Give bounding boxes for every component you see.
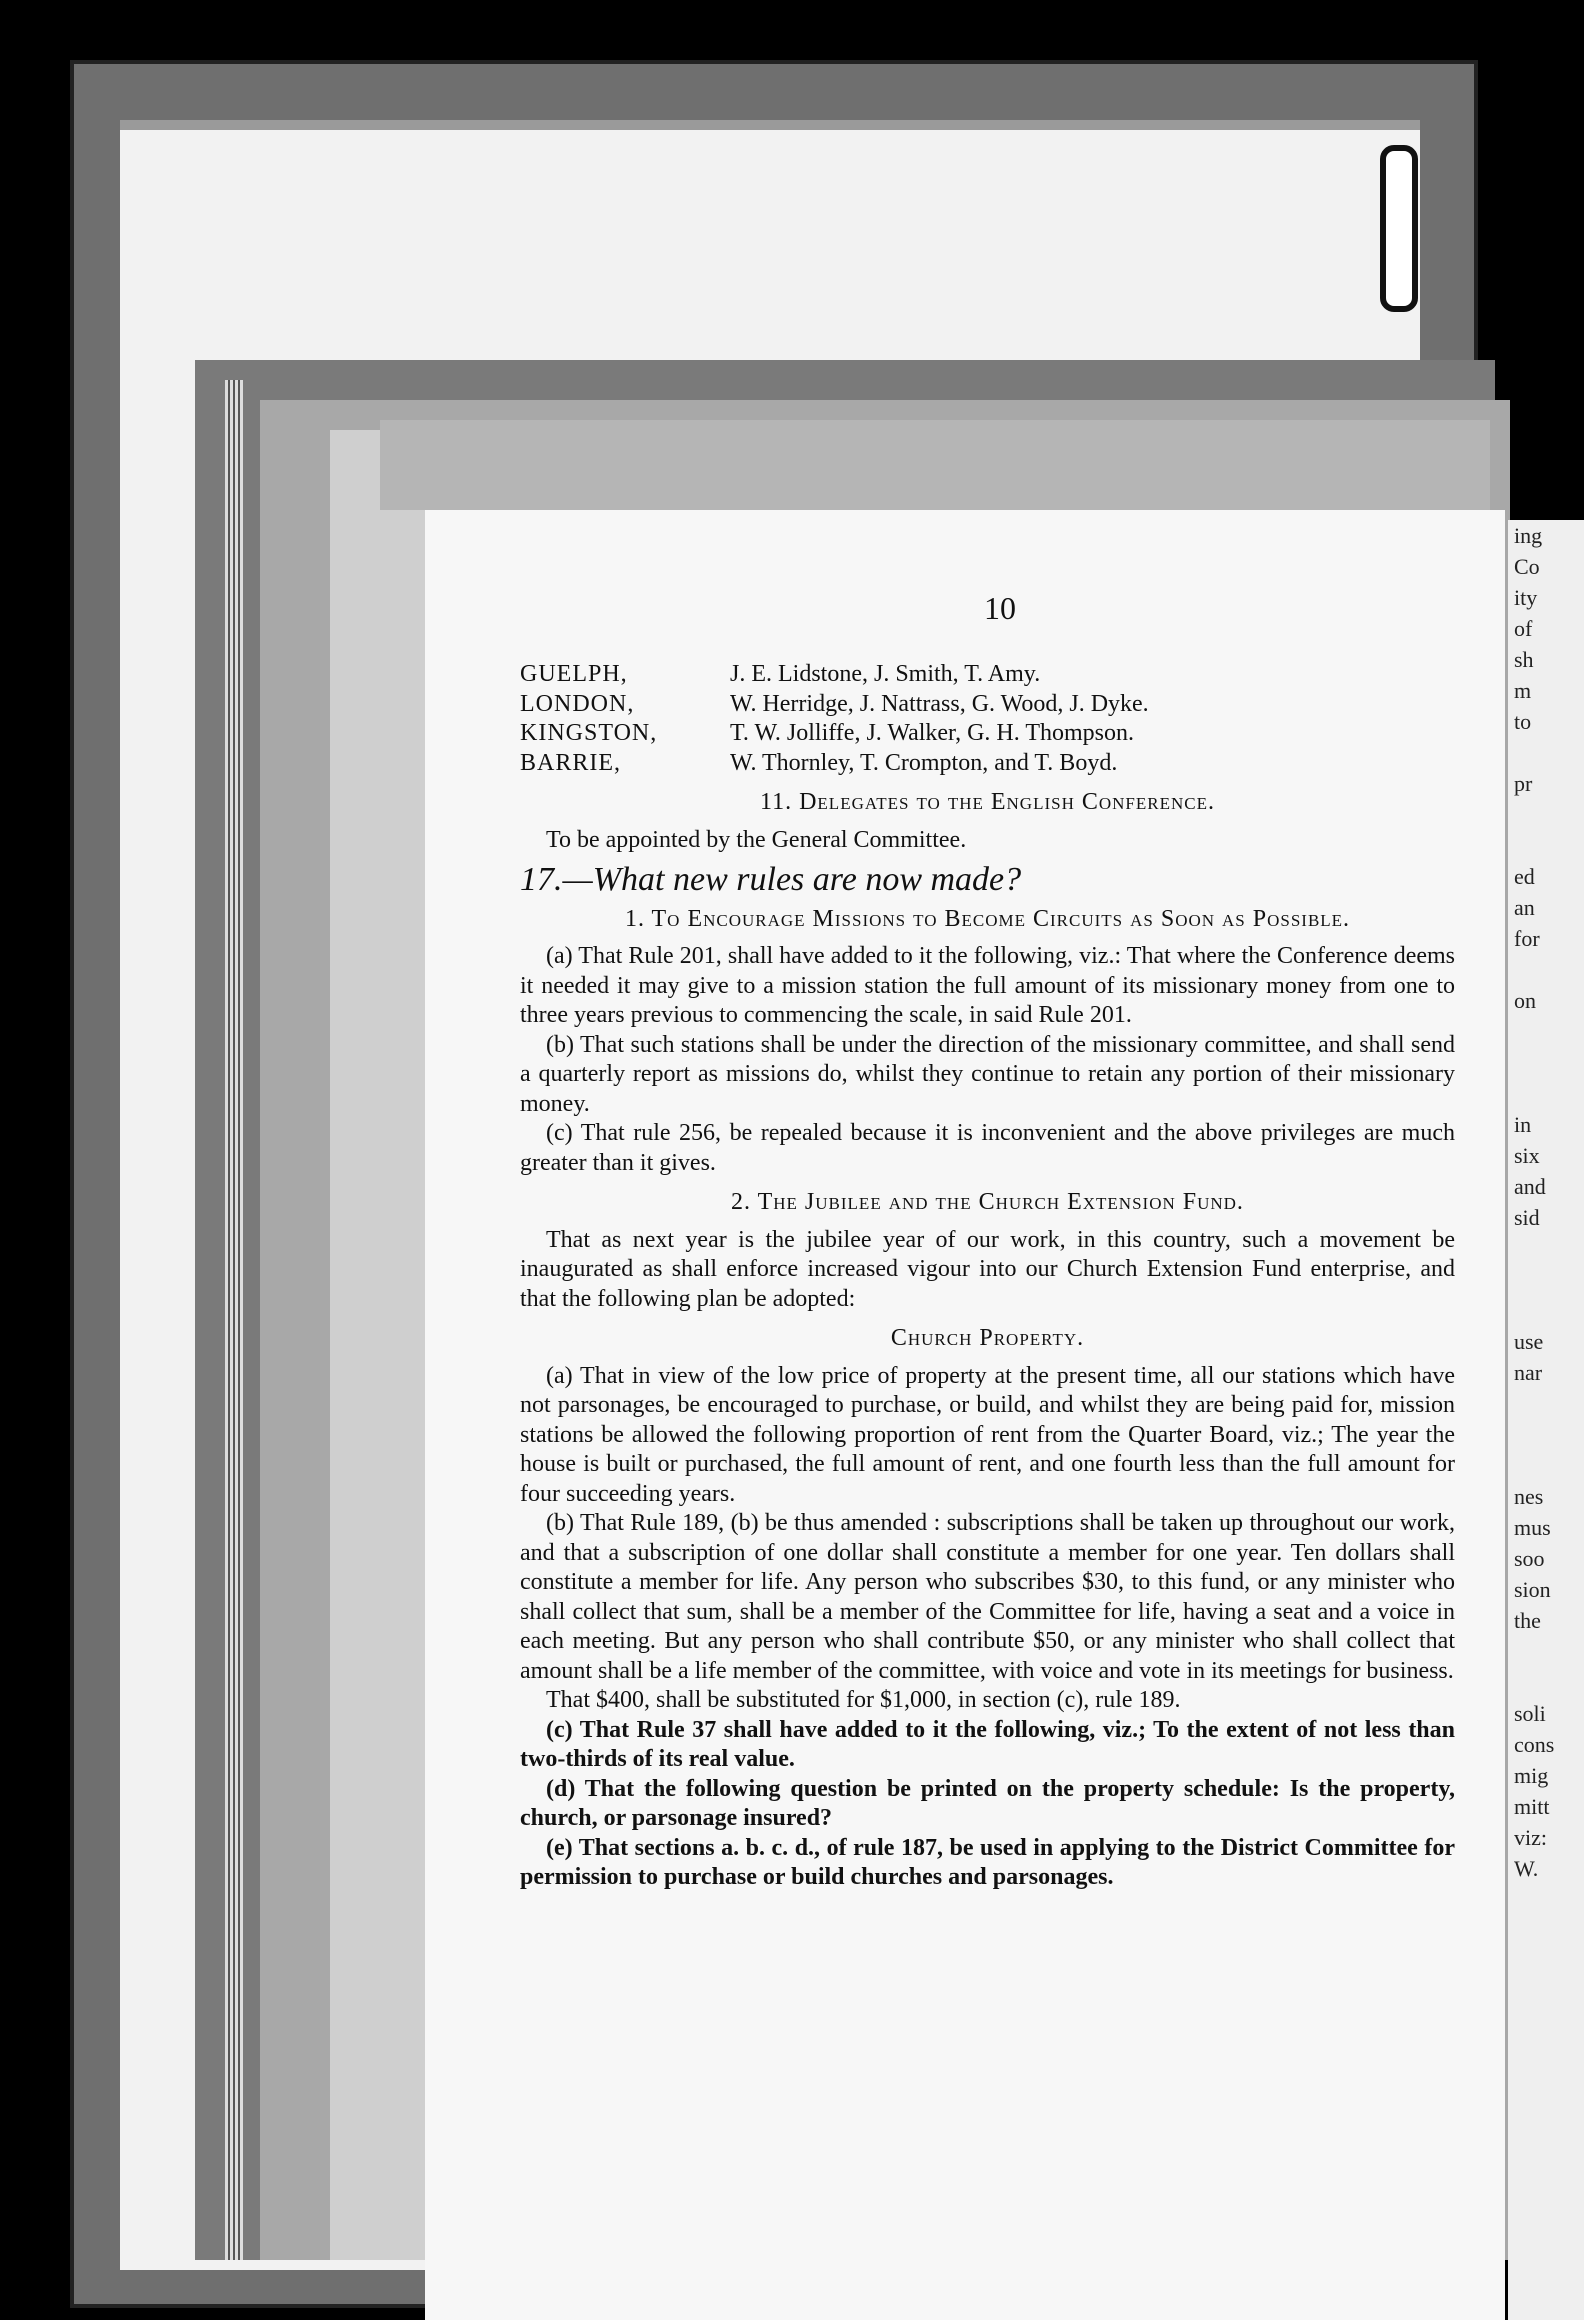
facing-page-line — [1508, 1264, 1584, 1295]
paragraph: That $400, shall be substituted for $1,000, in section (c), rule 189. — [546, 1687, 1181, 1713]
delegate-names: T. W. Jolliffe, J. Walker, G. H. Thompson. — [730, 720, 1134, 746]
facing-page-line: the — [1514, 1608, 1541, 1633]
facing-page-line: cons — [1514, 1732, 1555, 1757]
facing-page-line: viz: — [1514, 1825, 1547, 1850]
delegate-row — [520, 660, 1455, 690]
subheading: Church Property. — [890, 1325, 1085, 1351]
page-content — [520, 660, 1455, 1893]
facing-page-line — [1508, 799, 1584, 830]
facing-page-line: sh — [1514, 647, 1534, 672]
rule-heading: 1. To Encourage Missions to Become Circuits as Soon as Possible. — [624, 905, 1351, 932]
facing-page-line: use — [1514, 1329, 1544, 1354]
facing-page-line: mitt — [1514, 1794, 1550, 1819]
facing-page-line: nar — [1514, 1360, 1543, 1385]
facing-page-line — [1508, 1078, 1584, 1109]
facing-page-line — [1508, 1233, 1584, 1264]
paragraph: (b) That Rule 189, (b) be thus amended : subscriptions shall be taken up throughout our work, and that a subscription of one dollar shall constitute a member for one year. Ten dollars shall constitute a member for life. Any person who subscribes $30, to this fund, or any minister who shall collect that sum, shall be a member of the Committee for life, having a seat and a voice in each meeting. But any person who shall contribute $50, or any minister who shall collect that amount shall be a life member of the committee, with voice and vote in its meetings for business. — [520, 1510, 1455, 1684]
facing-page-line: for — [1514, 926, 1540, 951]
facing-page-line — [1508, 954, 1584, 985]
delegate-names: J. E. Lidstone, J. Smith, T. Amy. — [730, 661, 1041, 687]
paragraph: (a) That in view of the low price of property at the present time, all our stations which have not parsonages, be encouraged to purchase, or build, and whilst they are being paid for, mission stations be allowed the following proportion of rent from the Quarter Board, viz.; The year the house is built or purchased, the full amount of rent, and one fourth less than the full amount for four succeeding years. — [520, 1362, 1455, 1507]
facing-page-line — [1508, 1388, 1584, 1419]
facing-page-line: pr — [1514, 771, 1533, 796]
delegate-place: BARRIE, — [520, 749, 622, 776]
facing-page-line — [1508, 1419, 1584, 1450]
paragraph: To be appointed by the General Committee. — [546, 826, 967, 853]
paragraph: (c) That Rule 37 shall have added to it the following, viz.; To the extent of not less than two-thirds of its real value. — [520, 1716, 1455, 1772]
facing-page-line: ing — [1514, 523, 1543, 548]
facing-page-line: mig — [1514, 1763, 1549, 1788]
delegate-place: KINGSTON, — [520, 720, 658, 746]
facing-page-fragment — [1508, 520, 1584, 2320]
facing-page-line — [1508, 737, 1584, 768]
facing-page-line: sion — [1514, 1577, 1551, 1602]
rule-heading: 2. The Jubilee and the Church Extension Fund. — [731, 1189, 1244, 1215]
facing-page-line: in — [1514, 1112, 1532, 1137]
facing-page-line: mus — [1514, 1515, 1551, 1540]
delegate-place: GUELPH, — [520, 661, 628, 687]
facing-page-line: W. — [1514, 1856, 1539, 1881]
paragraph: That as next year is the jubilee year of our work, in this country, such a movement be inaugurated as shall enforce increased vigour into our Church Extension Fund enterprise, and that the following plan be adopted: — [520, 1226, 1455, 1312]
paragraph: (a) That Rule 201, shall have added to it the following, viz.: That where the Conference deems it needed it may give to a mission station the full amount of its missionary money from one to three years previous to commencing the scale, in said Rule 201. — [520, 943, 1455, 1028]
facing-page-line: ed — [1514, 864, 1535, 889]
facing-page-line: ity — [1514, 585, 1538, 610]
facing-page-line: soli — [1514, 1701, 1546, 1726]
delegate-row — [520, 749, 1455, 779]
facing-page-line: of — [1514, 616, 1533, 641]
page-number: 10 — [984, 590, 1016, 626]
facing-page-line: to — [1514, 709, 1532, 734]
facing-page-line: soo — [1514, 1546, 1545, 1571]
facing-page-line: an — [1514, 895, 1535, 920]
facing-page-line — [1508, 1636, 1584, 1667]
facing-page-line: m — [1514, 678, 1532, 703]
delegate-row — [520, 690, 1455, 720]
facing-page-line — [1508, 1047, 1584, 1078]
paragraph: (b) That such stations shall be under the direction of the missionary committee, and shall send a quarterly report as missions do, whilst they continue to retain any portion of their missionary money. — [520, 1031, 1455, 1117]
question-heading: 17.—What new rules are now made? — [520, 861, 1022, 898]
delegates-list — [520, 660, 1455, 778]
facing-page-line — [1508, 830, 1584, 861]
facing-page-line: nes — [1514, 1484, 1544, 1509]
facing-page-line — [1508, 1667, 1584, 1698]
facing-page-line: sid — [1514, 1205, 1540, 1230]
section-heading: 11. Delegates to the English Conference. — [759, 789, 1215, 815]
facing-page-line: and — [1514, 1174, 1546, 1199]
facing-page-line: on — [1514, 988, 1536, 1013]
page-stack-edge — [225, 380, 243, 2260]
facing-page-line: Co — [1514, 554, 1540, 579]
facing-page-line — [1508, 1295, 1584, 1326]
paragraph: (e) That sections a. b. c. d., of rule 187, be used in applying to the District Committee for permission to purchase or build churches and parsonages. — [520, 1834, 1455, 1890]
delegate-place: LONDON, — [520, 690, 635, 717]
facing-page-line: six — [1514, 1143, 1540, 1168]
paragraph: (d) That the following question be printed on the property schedule: Is the property, church, or parsonage insured? — [520, 1775, 1455, 1831]
delegate-names: W. Herridge, J. Nattrass, G. Wood, J. Dyke. — [730, 690, 1149, 717]
delegate-row — [520, 719, 1455, 749]
delegate-names: W. Thornley, T. Crompton, and T. Boyd. — [730, 749, 1118, 776]
page-top-strip — [380, 420, 1490, 510]
paragraph: (c) That rule 256, be repealed because it is inconvenient and the above privileges are much greater than it gives. — [520, 1120, 1455, 1176]
binder-clip — [1380, 145, 1418, 312]
facing-page-line — [1508, 1450, 1584, 1481]
facing-page-line — [1508, 1016, 1584, 1047]
